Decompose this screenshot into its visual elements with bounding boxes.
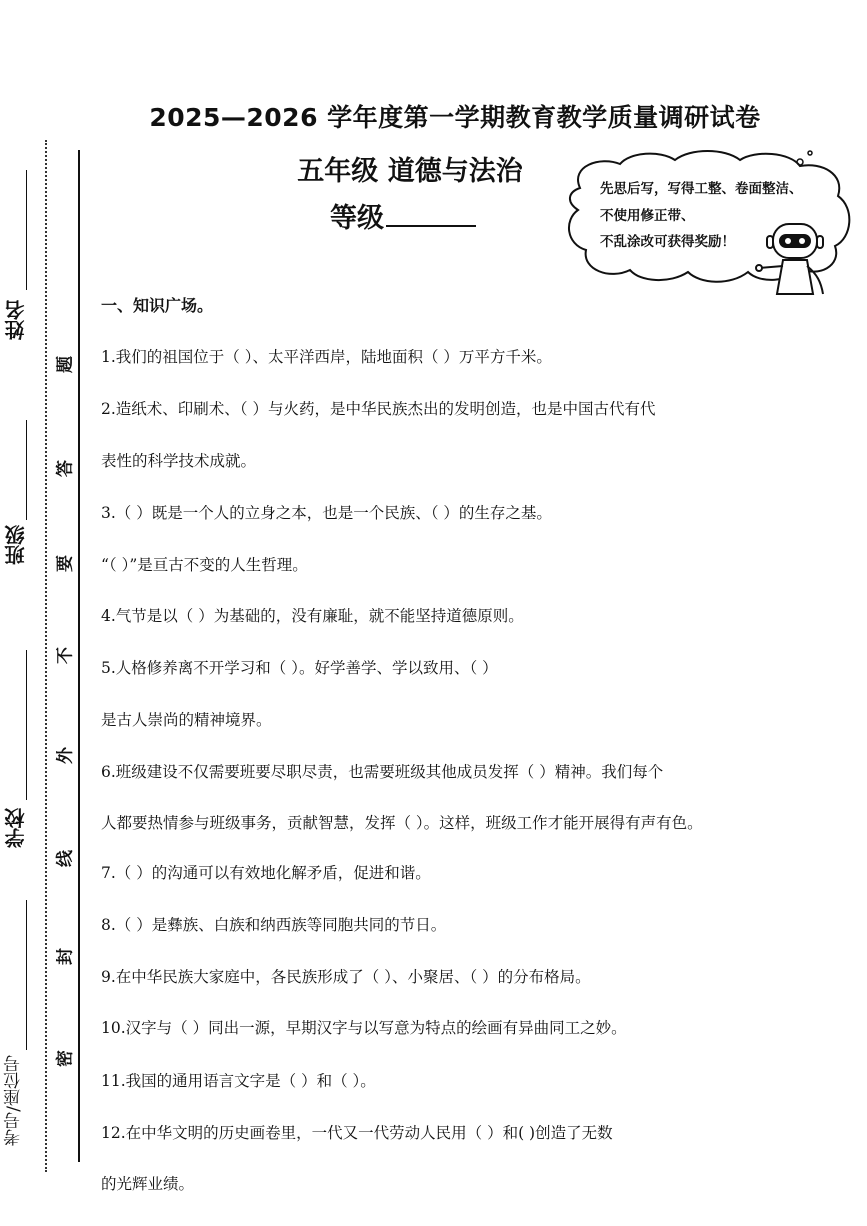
name-blank [26, 170, 27, 290]
seal-char-ti: 题 [55, 356, 76, 373]
question-line: 的光辉业绩。 [101, 1175, 195, 1193]
tip-line: 先思后写，写得工整、卷面整洁、 [600, 181, 803, 197]
question-line: 3.（ ）既是一个人的立身之本，也是一个民族、（ ）的生存之基。 [101, 504, 552, 522]
seal-char-feng: 封 [55, 948, 76, 965]
question-line: 6.班级建设不仅需要班要尽职尽责，也需要班级其他成员发挥（ ）精神。我们每个 [101, 763, 664, 781]
seal-char-xian: 线 [55, 850, 76, 867]
name-label: 姓名 [4, 300, 28, 340]
question-line: 12.在中华文明的历史画卷里，一代又一代劳动人民用（ ）和( )创造了无数 [101, 1124, 613, 1142]
seal-char-yao: 要 [55, 555, 76, 572]
exam-title: 2025—2026 学年度第一学期教育教学质量调研试卷 [149, 103, 761, 132]
seat-blank [26, 900, 27, 1050]
question-line: 9.在中华民族大家庭中，各民族形成了（ ）、小聚居、（ ）的分布格局。 [101, 968, 591, 986]
seal-char-da: 答 [55, 460, 76, 477]
tip-line: 不使用修正带、 [600, 207, 695, 224]
seal-char-wai: 外 [55, 747, 76, 764]
question-line: 1.我们的祖国位于（ ）、太平洋西岸，陆地面积（ ）万平方千米。 [101, 348, 552, 366]
dotted-fold-line [45, 140, 47, 1172]
grade-field [330, 196, 476, 235]
exam-subtitle: 五年级 道德与法治 [297, 156, 523, 187]
question-line: 2.造纸术、印刷术、（ ）与火药，是中华民族杰出的发明创造，也是中国古代有代 [101, 400, 656, 418]
question-line: 11.我国的通用语言文字是（ ）和（ ）。 [101, 1072, 376, 1090]
class-label: 班级 [4, 525, 28, 565]
question-line: 10.汉字与（ ）同出一源，早期汉字与以写意为特点的绘画有异曲同工之妙。 [101, 1019, 627, 1037]
question-line: 7.（ ）的沟通可以有效地化解矛盾，促进和谐。 [101, 864, 431, 882]
seat-label: 考号/座位号 [4, 1055, 24, 1146]
question-line: 8.（ ）是彝族、白族和纳西族等同胞共同的节日。 [101, 916, 447, 934]
tip-line: 不乱涂改可获得奖励！ [600, 234, 735, 250]
binding-line [78, 150, 80, 1162]
question-line: 5.人格修养离不开学习和（ ）。好学善学、学以致用、（ ） [101, 659, 498, 677]
seal-char-mi: 密 [55, 1050, 76, 1067]
question-line: 人都要热情参与班级事务，贡献智慧，发挥（ ）。这样，班级工作才能开展得有声有色。 [101, 814, 703, 832]
tip-text [600, 176, 850, 256]
question-line: 是古人崇尚的精神境界。 [101, 711, 272, 729]
school-blank [26, 650, 27, 800]
grade-blank [386, 199, 476, 227]
grade-label: 等级 [330, 203, 384, 234]
section-title: 一、知识广场。 [101, 296, 214, 315]
question-line: 表性的科学技术成就。 [101, 452, 257, 470]
question-line: “（ ）”是亘古不变的人生哲理。 [101, 556, 308, 574]
class-blank [26, 420, 27, 520]
seal-char-bu: 不 [55, 647, 76, 664]
school-label: 学校 [4, 808, 28, 848]
question-line: 4.气节是以（ ）为基础的，没有廉耻，就不能坚持道德原则。 [101, 607, 524, 625]
